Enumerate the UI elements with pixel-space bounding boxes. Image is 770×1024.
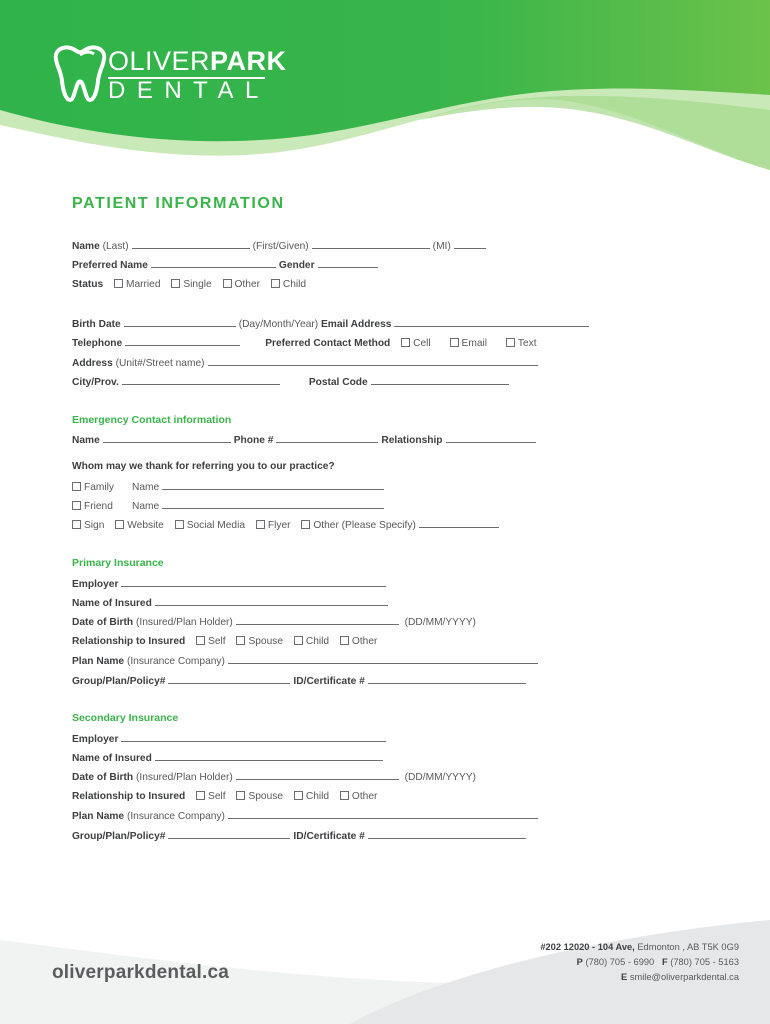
emergency-heading: Emergency Contact information (72, 414, 232, 426)
secondary-insurance-heading: Secondary Insurance (72, 712, 179, 724)
referral-friend-checkbox[interactable] (72, 501, 81, 510)
city-row: City/Prov. Postal Code (72, 375, 512, 389)
form-title: PATIENT INFORMATION (72, 195, 285, 212)
secondary-group-field[interactable] (168, 829, 290, 839)
primary-employer-field[interactable] (121, 577, 386, 587)
secondary-relationship-row: Relationship to Insured Self Spouse Child Other (72, 791, 378, 802)
secondary-dob-field[interactable] (236, 770, 399, 780)
name-row: Name (Last) (First/Given) (MI) (72, 239, 489, 253)
status-married-checkbox[interactable] (114, 279, 123, 288)
primary-dob-field[interactable] (236, 615, 399, 625)
primary-insured-row: Name of Insured (72, 596, 391, 610)
secondary-dob-row: Date of Birth (Insured/Plan Holder) (DD/MM/YYYY) (72, 772, 476, 783)
emergency-row: Name Phone # Relationship (72, 433, 539, 447)
referral-sign-checkbox[interactable] (72, 520, 81, 529)
referral-family-checkbox[interactable] (72, 482, 81, 491)
gender-field[interactable] (318, 258, 378, 268)
footer-phone: P (780) 705 - 6990 F (780) 705 - 5163 (576, 957, 739, 967)
primary-child-checkbox[interactable] (294, 636, 303, 645)
secondary-insured-field[interactable] (155, 751, 383, 761)
contact-text-checkbox[interactable] (506, 338, 515, 347)
telephone-row: Telephone Preferred Contact Method Cell Email Text (72, 338, 537, 349)
primary-group-row: Group/Plan/Policy# ID/Certificate # (72, 674, 529, 688)
status-single-checkbox[interactable] (171, 279, 180, 288)
address-field[interactable] (208, 356, 538, 366)
referral-flyer-checkbox[interactable] (256, 520, 265, 529)
primary-plan-row: Plan Name (Insurance Company) (72, 654, 541, 668)
footer-address: #202 12020 - 104 Ave, Edmonton , AB T5K 0G9 (540, 942, 739, 952)
preferred-name-field[interactable] (151, 258, 276, 268)
address-row: Address (Unit#/Street name) (72, 356, 541, 370)
referral-other-field[interactable] (419, 518, 499, 528)
emergency-relationship-field[interactable] (446, 433, 536, 443)
primary-id-field[interactable] (368, 674, 526, 684)
referral-family-row: Family Name (72, 480, 387, 494)
referral-social-checkbox[interactable] (175, 520, 184, 529)
birth-date-field[interactable] (124, 317, 236, 327)
primary-dob-row: Date of Birth (Insured/Plan Holder) (DD/MM/YYYY) (72, 617, 476, 628)
status-row: Status Married Single Other Child (72, 279, 307, 290)
primary-insured-field[interactable] (155, 596, 388, 606)
telephone-field[interactable] (125, 336, 240, 346)
primary-employer-row: Employer (72, 577, 389, 591)
primary-other-checkbox[interactable] (340, 636, 349, 645)
footer-email: E smile@oliverparkdental.ca (621, 972, 739, 982)
secondary-other-checkbox[interactable] (340, 791, 349, 800)
status-other-checkbox[interactable] (223, 279, 232, 288)
mi-field[interactable] (454, 239, 486, 249)
referral-friend-name-field[interactable] (162, 499, 384, 509)
secondary-group-row: Group/Plan/Policy# ID/Certificate # (72, 829, 529, 843)
secondary-employer-row: Employer (72, 732, 389, 746)
secondary-employer-field[interactable] (121, 732, 386, 742)
brand-subtitle: DENTAL (108, 77, 270, 104)
preferred-name-row: Preferred Name Gender (72, 258, 381, 272)
primary-relationship-row: Relationship to Insured Self Spouse Child Other (72, 636, 378, 647)
referral-question: Whom may we thank for referring you to our practice? (72, 461, 335, 472)
secondary-self-checkbox[interactable] (196, 791, 205, 800)
secondary-id-field[interactable] (368, 829, 526, 839)
brand-name: OLIVERPARK (108, 46, 287, 76)
contact-email-checkbox[interactable] (450, 338, 459, 347)
primary-spouse-checkbox[interactable] (236, 636, 245, 645)
referral-other-checkbox[interactable] (301, 520, 310, 529)
birth-row: Birth Date (Day/Month/Year) Email Address (72, 317, 592, 331)
secondary-child-checkbox[interactable] (294, 791, 303, 800)
primary-plan-field[interactable] (228, 654, 538, 664)
secondary-spouse-checkbox[interactable] (236, 791, 245, 800)
contact-cell-checkbox[interactable] (401, 338, 410, 347)
secondary-plan-row: Plan Name (Insurance Company) (72, 809, 541, 823)
city-field[interactable] (122, 375, 280, 385)
primary-insurance-heading: Primary Insurance (72, 557, 164, 569)
primary-self-checkbox[interactable] (196, 636, 205, 645)
primary-group-field[interactable] (168, 674, 290, 684)
referral-website-checkbox[interactable] (115, 520, 124, 529)
first-name-field[interactable] (312, 239, 430, 249)
emergency-name-field[interactable] (103, 433, 231, 443)
postal-code-field[interactable] (371, 375, 509, 385)
website-link[interactable]: oliverparkdental.ca (52, 962, 229, 983)
status-child-checkbox[interactable] (271, 279, 280, 288)
referral-options-row: Sign Website Social Media Flyer Other (Please Specify) (72, 518, 502, 532)
secondary-plan-field[interactable] (228, 809, 538, 819)
email-field[interactable] (394, 317, 589, 327)
emergency-phone-field[interactable] (276, 433, 378, 443)
referral-family-name-field[interactable] (162, 480, 384, 490)
secondary-insured-row: Name of Insured (72, 751, 386, 765)
last-name-field[interactable] (132, 239, 250, 249)
referral-friend-row: Friend Name (72, 499, 387, 513)
